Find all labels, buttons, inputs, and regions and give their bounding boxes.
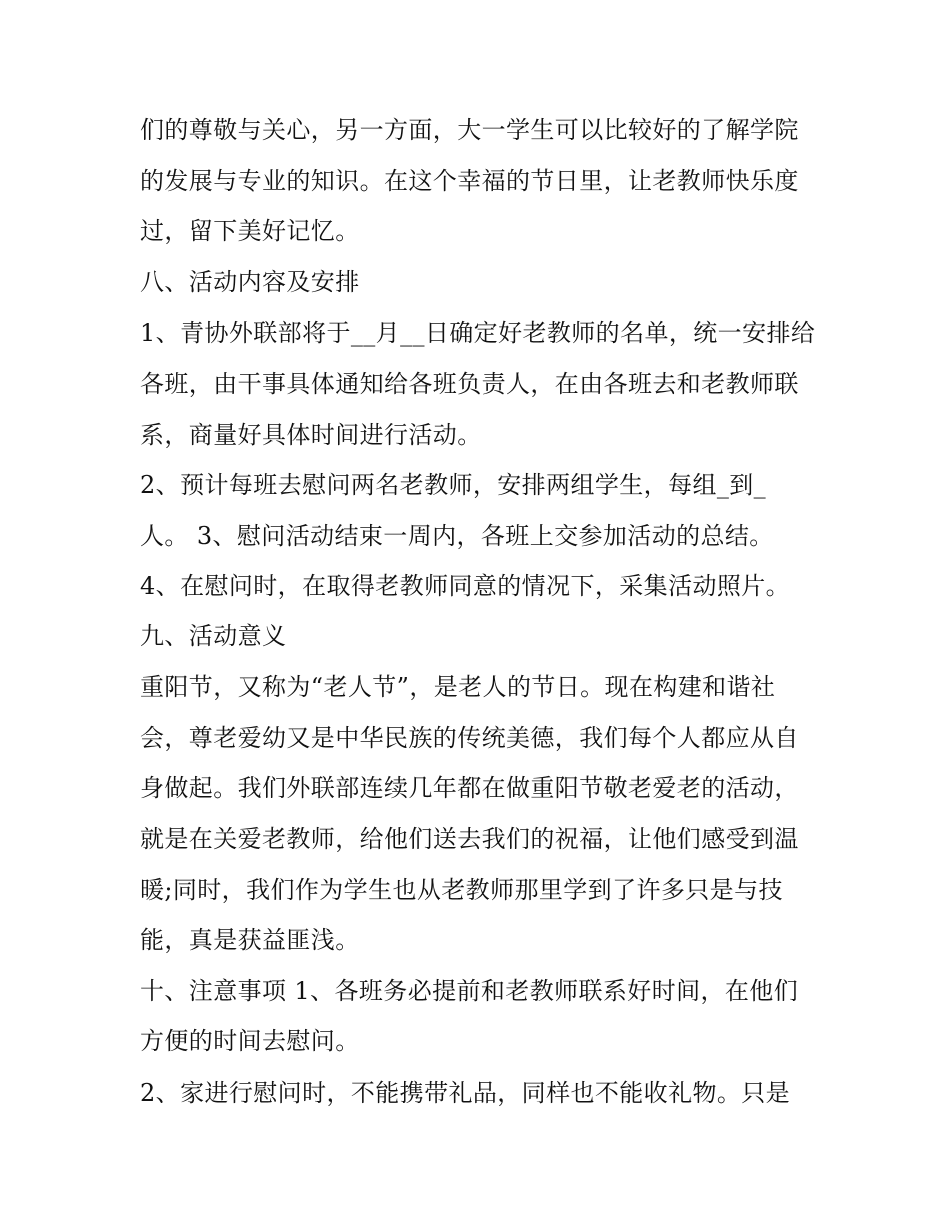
- text-line: 方便的时间去慰问。: [140, 1027, 360, 1055]
- text-line: 重阳节，又称为“老人节”，是老人的节日。现在构建和谐社: [140, 673, 776, 701]
- text-line: 们的尊敬与关心，另一方面，大一学生可以比较好的了解学院: [140, 116, 799, 144]
- text-line: 系，商量好具体时间进行活动。: [140, 421, 482, 449]
- text-line: 各班，由干事具体通知给各班负责人，在由各班去和老教师联: [140, 370, 799, 398]
- text-line: 会，尊老爱幼又是中华民族的传统美德，我们每个人都应从自: [140, 724, 799, 752]
- text-line: 2、预计每班去慰问两名老教师，安排两组学生，每组_到_: [140, 471, 767, 499]
- text-line: 就是在关爱老教师，给他们送去我们的祝福，让他们感受到温: [140, 825, 799, 853]
- text-line: 暖;同时，我们作为学生也从老教师那里学到了许多只是与技: [140, 876, 783, 904]
- text-line: 1、青协外联部将于__月__日确定好老教师的名单，统一安排给: [140, 319, 816, 347]
- text-line: 过，留下美好记忆。: [140, 217, 360, 245]
- section-heading-10: 十、注意事项 1、各班务必提前和老教师联系好时间，在他们: [140, 977, 799, 1005]
- text-line: 人。 3、慰问活动结束一周内，各班上交参加活动的总结。: [140, 522, 774, 550]
- section-heading-9: 九、活动意义: [140, 622, 287, 650]
- text-line: 能，真是获益匪浅。: [140, 926, 360, 954]
- text-line: 2、家进行慰问时，不能携带礼品，同样也不能收礼物。只是: [140, 1079, 791, 1107]
- text-line: 身做起。我们外联部连续几年都在做重阳节敬老爱老的活动，: [140, 774, 799, 802]
- text-line: 4、在慰问时，在取得老教师同意的情况下，采集活动照片。: [140, 572, 791, 600]
- section-heading-8: 八、活动内容及安排: [140, 268, 360, 296]
- text-line: 的发展与专业的知识。在这个幸福的节日里，让老教师快乐度: [140, 167, 799, 195]
